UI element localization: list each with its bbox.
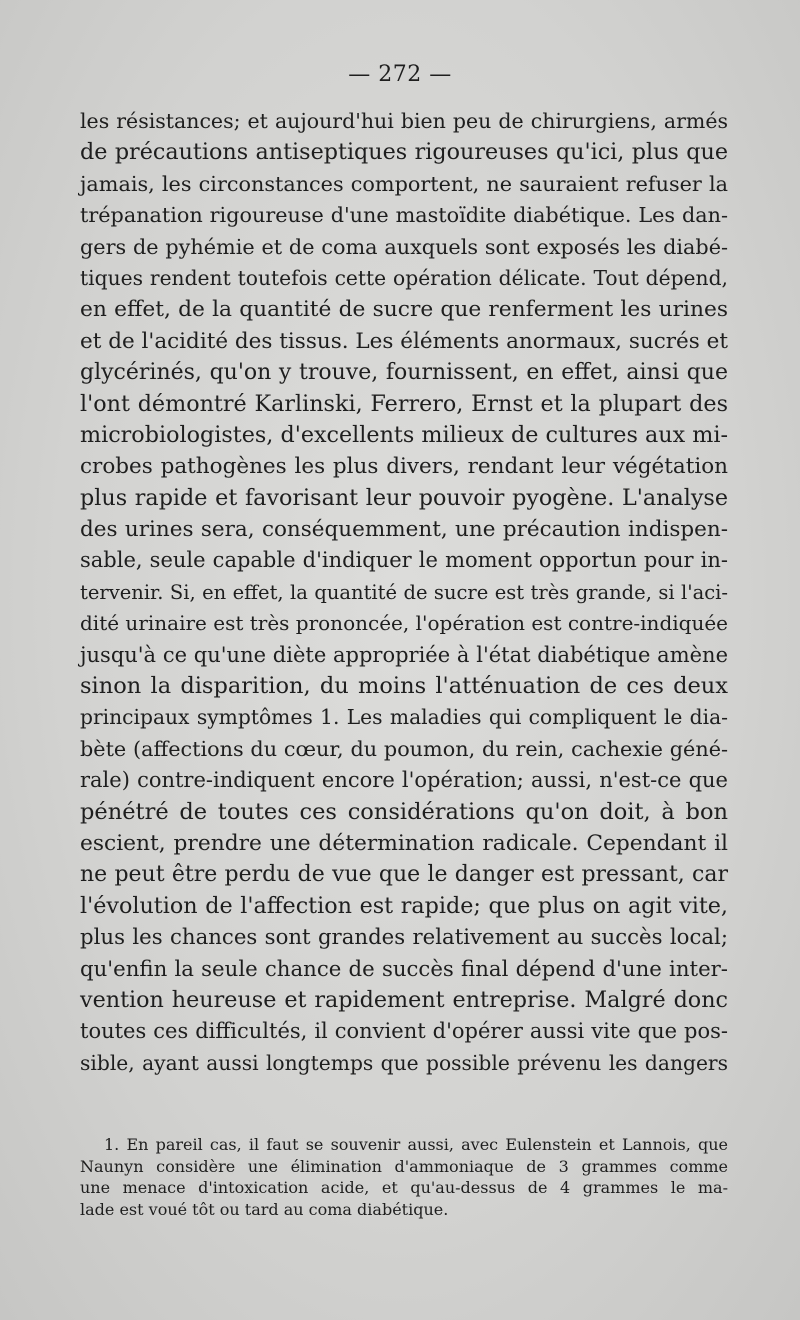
body-line: plus rapide et favorisant leur pouvoir pyogène. L'analyse — [80, 484, 728, 511]
body-line: ne peut être perdu de vue que le danger est pressant, car — [80, 862, 728, 888]
body-text — [80, 106, 728, 1079]
body-line: des urines sera, conséquemment, une précaution indispen- — [80, 517, 728, 543]
body-line: glycérinés, qu'on y trouve, fournissent, en effet, ainsi que — [80, 360, 728, 386]
body-line: sinon la disparition, du moins l'atténuation de ces deux — [80, 673, 728, 700]
body-line: principaux symptômes 1. Les maladies qui compliquent le dia- — [80, 705, 728, 730]
body-line: vention heureuse et rapidement entreprise. Malgré donc — [80, 986, 728, 1013]
footnote — [80, 1134, 728, 1220]
footnote-line: Naunyn considère une élimination d'ammoniaque de 3 grammes comme — [80, 1156, 728, 1176]
body-line: escient, prendre une détermination radicale. Cependant il — [80, 830, 728, 856]
body-line: en effet, de la quantité de sucre que renferment les urines — [80, 297, 728, 323]
body-line: rale) contre-indiquent encore l'opération; aussi, n'est-ce que — [80, 768, 728, 793]
body-line: toutes ces difficultés, il convient d'opérer aussi vite que pos- — [80, 1019, 728, 1044]
body-line: sible, ayant aussi longtemps que possible prévenu les dangers — [80, 1050, 728, 1075]
body-line: l'ont démontré Karlinski, Ferrero, Ernst et la plupart des — [80, 390, 728, 417]
body-line: jusqu'à ce qu'une diète appropriée à l'état diabétique amène — [80, 642, 728, 667]
body-line: gers de pyhémie et de coma auxquels sont exposés les diabé- — [80, 234, 728, 259]
body-line: bète (affections du cœur, du poumon, du rein, cachexie géné- — [80, 736, 728, 761]
body-line: jamais, les circonstances comportent, ne sauraient refuser la — [80, 171, 728, 196]
footnote-line: lade est voué tôt ou tard au coma diabétique. — [80, 1199, 449, 1219]
body-line: trépanation rigoureuse d'une mastoïdite diabétique. Les dan- — [80, 203, 728, 228]
footnote-line: 1. En pareil cas, il faut se souvenir aussi, avec Eulenstein et Lannois, que — [104, 1135, 728, 1154]
body-line: sable, seule capable d'indiquer le moment opportun pour in- — [80, 548, 728, 573]
body-line: tiques rendent toutefois cette opération délicate. Tout dépend, — [80, 265, 728, 290]
page-number: — 272 — — [348, 62, 452, 87]
body-line: de précautions antiseptiques rigoureuses qu'ici, plus que — [80, 139, 728, 166]
body-line: les résistances; et aujourd'hui bien peu de chirurgiens, armés — [80, 109, 728, 133]
footnote-line: une menace d'intoxication acide, et qu'au-dessus de 4 grammes le ma- — [80, 1178, 728, 1197]
body-line: dité urinaire est très prononcée, l'opération est contre-indiquée — [80, 611, 728, 636]
body-line: plus les chances sont grandes relativement au succès local; — [80, 925, 728, 951]
body-line: et de l'acidité des tissus. Les éléments anormaux, sucrés et — [80, 328, 728, 354]
body-line: tervenir. Si, en effet, la quantité de sucre est très grande, si l'aci- — [80, 580, 728, 604]
body-line: crobes pathogènes les plus divers, rendant leur végétation — [80, 454, 728, 480]
body-line: pénétré de toutes ces considérations qu'on doit, à bon — [80, 798, 728, 825]
body-line: microbiologistes, d'excellents milieux de cultures aux mi- — [80, 421, 728, 448]
body-line: qu'enfin la seule chance de succès final dépend d'une inter- — [80, 956, 728, 982]
body-line: l'évolution de l'affection est rapide; que plus on agit vite, — [80, 892, 728, 919]
